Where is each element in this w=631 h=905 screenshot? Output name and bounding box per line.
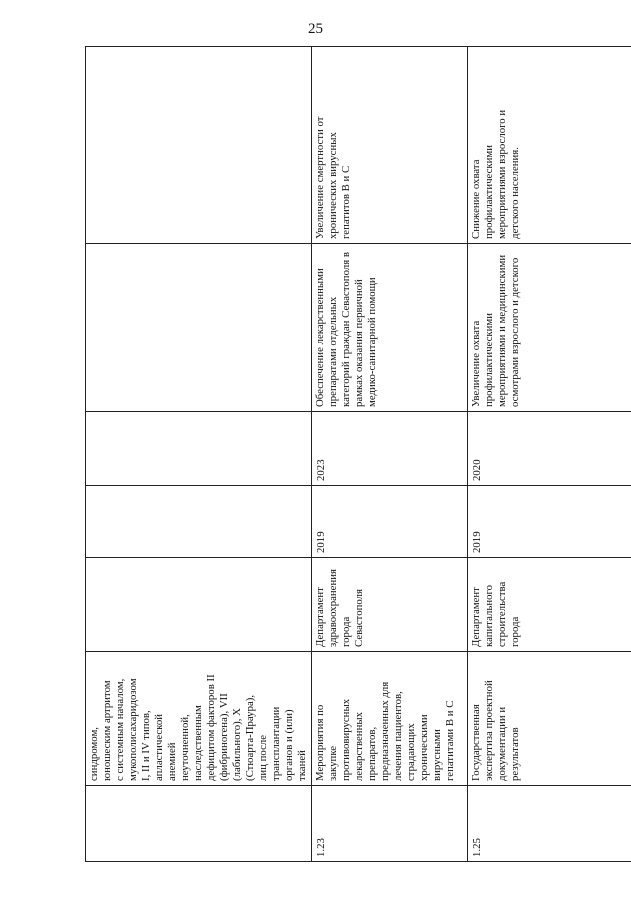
cell-end-year: 2023 bbox=[312, 412, 468, 486]
cell-start-year: 2019 bbox=[468, 486, 631, 558]
cell-line: синдромом, bbox=[88, 727, 100, 781]
cell-line: Обеспечение лекарственными bbox=[314, 268, 326, 407]
cell-start-year bbox=[86, 486, 312, 558]
cell-line: с системным началом, bbox=[114, 678, 126, 781]
cell-executor bbox=[468, 558, 631, 652]
cell-start-year: 2019 bbox=[312, 486, 468, 558]
cell-line: неуточненной, bbox=[179, 714, 191, 781]
cell-line: препаратами отдельных bbox=[327, 296, 339, 407]
cell-line: категорий граждан Севастополя в bbox=[340, 252, 352, 407]
cell-line: мероприятиями взрослого и bbox=[496, 109, 508, 239]
cell-line: Департамент bbox=[314, 587, 326, 647]
cell-line: Государственная bbox=[470, 704, 482, 781]
cell-line: лекарственных bbox=[353, 712, 365, 781]
cell-line: детского населения. bbox=[509, 147, 521, 239]
cell-line: рамках оказания первичной bbox=[353, 279, 365, 407]
cell-measure bbox=[312, 652, 468, 786]
cell-line: хронических вирусных bbox=[327, 132, 339, 239]
cell-line: профилактическими bbox=[483, 144, 495, 239]
cell-line: мероприятиями и медицинскими bbox=[496, 254, 508, 407]
cell-line: Снижение охвата bbox=[470, 159, 482, 239]
cell-line: профилактическими bbox=[483, 312, 495, 407]
cell-line: органов и (или) bbox=[283, 709, 295, 781]
cell-measure bbox=[86, 652, 312, 786]
cell-end-year: 2020 bbox=[468, 412, 631, 486]
cell-line: Увеличение смертности от bbox=[314, 116, 326, 239]
cell-indicator bbox=[86, 47, 312, 244]
cell-indicator bbox=[312, 47, 468, 244]
cell-line: I, II и IV типов, bbox=[140, 710, 152, 781]
cell-line: здравоохранения bbox=[327, 569, 339, 647]
cell-line: юношеским артритом bbox=[101, 680, 113, 781]
cell-line: противовирусных bbox=[340, 698, 352, 781]
cell-line: тканей bbox=[296, 750, 308, 781]
cell-number: 1.25 bbox=[468, 786, 631, 862]
cell-line: трансплантации bbox=[270, 706, 282, 781]
cell-measure bbox=[468, 652, 631, 786]
cell-line: Департамент bbox=[470, 587, 482, 647]
cell-line: апластической bbox=[153, 713, 165, 781]
cell-line: экспертиза проектной bbox=[483, 680, 495, 781]
cell-line: результатов bbox=[509, 727, 521, 781]
cell-line: хроническими bbox=[418, 714, 430, 781]
table-row bbox=[468, 47, 631, 862]
cell-line: осмотрами взрослого и детского bbox=[509, 257, 521, 407]
cell-line: (фибриногена), VII bbox=[218, 693, 230, 781]
table-row bbox=[312, 47, 468, 862]
cell-indicator bbox=[468, 47, 631, 244]
cell-line: вирусными bbox=[431, 729, 443, 781]
cell-line: лиц после bbox=[257, 734, 269, 781]
cell-line: строительства bbox=[496, 581, 508, 647]
cell-expected-result bbox=[86, 244, 312, 412]
cell-line: (лабильного), X bbox=[231, 708, 243, 781]
cell-line: (Стюарта-Праура), bbox=[244, 694, 256, 781]
program-measures-table bbox=[85, 46, 631, 862]
table-row bbox=[86, 47, 312, 862]
cell-expected-result bbox=[468, 244, 631, 412]
cell-end-year bbox=[86, 412, 312, 486]
cell-executor bbox=[312, 558, 468, 652]
cell-line: анемией bbox=[166, 742, 178, 781]
cell-line: Увеличение охвата bbox=[470, 320, 482, 407]
page-number: 25 bbox=[308, 21, 323, 37]
cell-line: капитального bbox=[483, 584, 495, 647]
cell-line: Севастополя bbox=[353, 588, 365, 647]
cell-executor bbox=[86, 558, 312, 652]
rotated-table-wrapper bbox=[85, 47, 560, 862]
table-stage bbox=[85, 47, 560, 862]
cell-line: Мероприятия по bbox=[314, 704, 326, 781]
cell-line: гепатитов В и С bbox=[340, 165, 352, 239]
cell-number: 1.23 bbox=[312, 786, 468, 862]
cell-expected-result bbox=[312, 244, 468, 412]
cell-line: закупке bbox=[327, 745, 339, 781]
cell-line: гепатитами В и С bbox=[444, 700, 456, 781]
cell-line: дефицитом факторов II bbox=[205, 674, 217, 781]
cell-line: города bbox=[509, 616, 521, 647]
cell-number bbox=[86, 786, 312, 862]
cell-line: страдающих bbox=[405, 723, 417, 781]
cell-line: препаратов, bbox=[366, 726, 378, 781]
cell-line: мукополисахаридозом bbox=[127, 678, 139, 781]
cell-line: предназначенных для bbox=[379, 681, 391, 781]
cell-line: лечения пациентов, bbox=[392, 691, 404, 781]
cell-line: города bbox=[340, 616, 352, 647]
cell-line: наследственным bbox=[192, 705, 204, 781]
cell-line: медико-санитарной помощи bbox=[366, 277, 378, 407]
cell-line: документации и bbox=[496, 706, 508, 781]
